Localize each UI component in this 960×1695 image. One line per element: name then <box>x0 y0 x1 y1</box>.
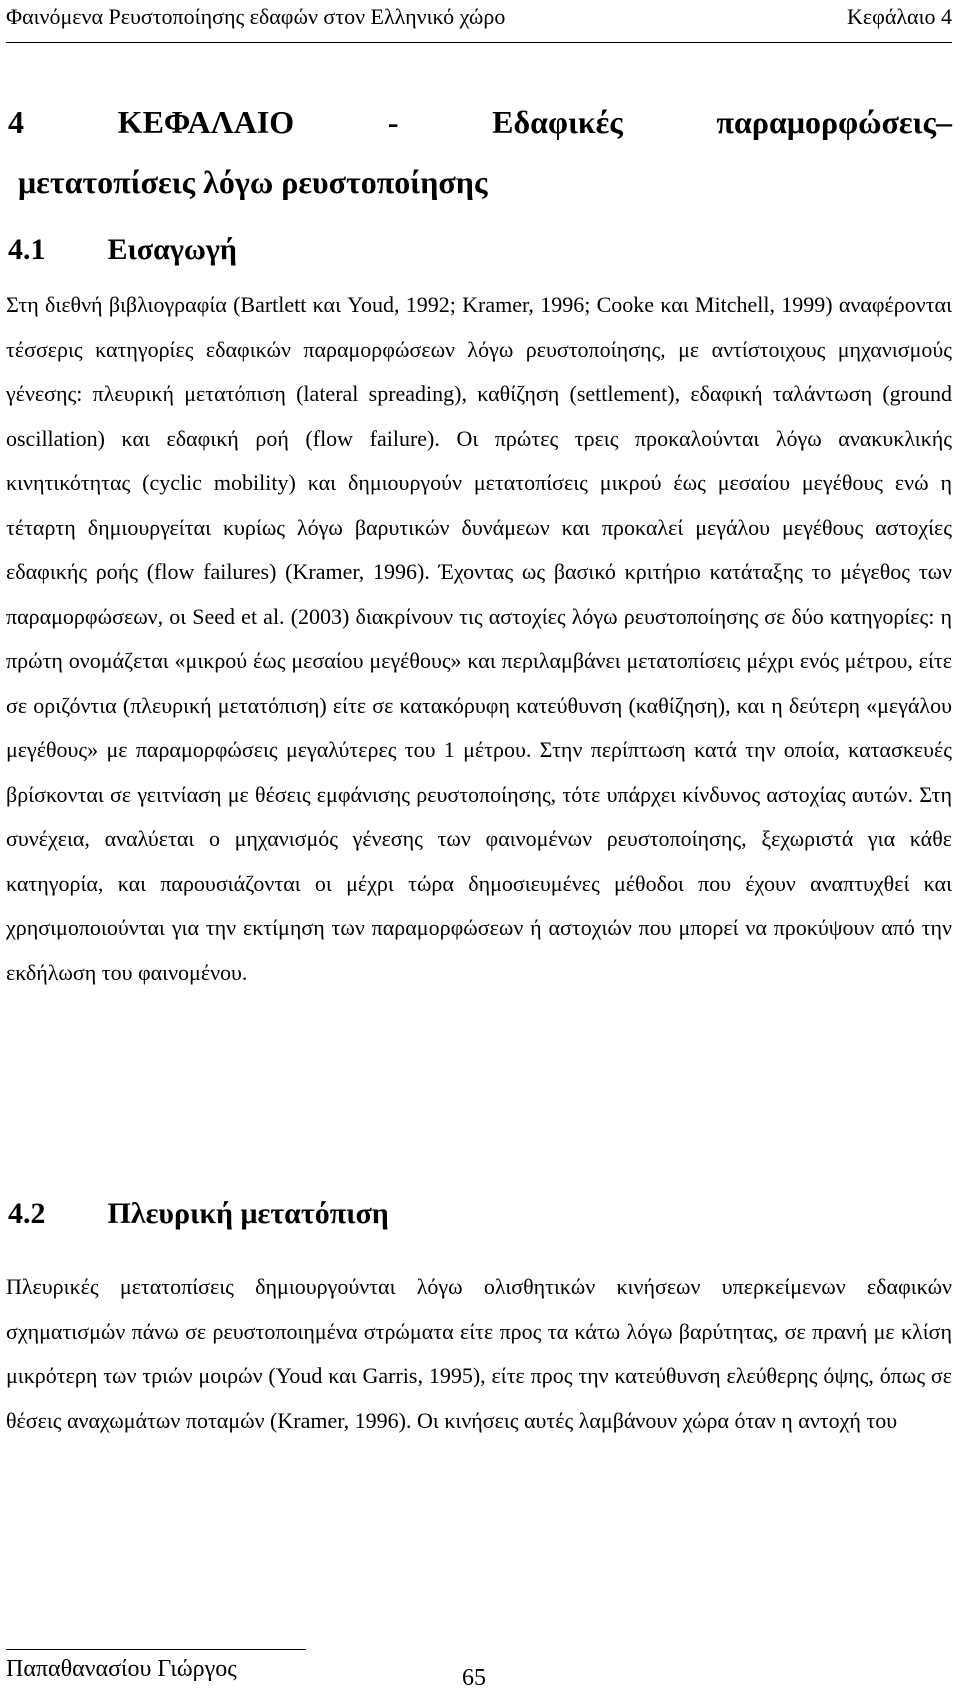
chapter-word: ΚΕΦΑΛΑΙΟ <box>117 104 295 140</box>
section-title: Πλευρική μετατόπιση <box>107 1197 389 1230</box>
running-header <box>6 2 952 43</box>
chapter-word: παραμορφώσεις– <box>716 104 952 140</box>
chapter-title <box>8 92 952 212</box>
body-paragraph: Πλευρικές μετατοπίσεις δημιουργούνται λόγω ολισθητικών κινήσεων υπερκείμενων εδαφικών σχηματισμών πάνω σε ρευστοποιημένα στρώματα είτε προς τα κάτω λόγω βαρύτητας, σε πρανή με κλίση μικρότερη των τριών μοιρών (Youd και Garris, 1995), είτε προς την κατεύθυνση ελεύθερης όψης, όπως σε θέσεις αναχωμάτων ποταμών (Kramer, 1996). Οι κινήσεις αυτές λαμβάνουν χώρα όταν η αντοχή του <box>6 1274 952 1433</box>
section-title: Εισαγωγή <box>107 233 237 266</box>
section-heading <box>8 230 237 270</box>
footer-divider <box>6 1649 306 1650</box>
footer-author: Παπαθανασίου Γιώργος <box>6 1656 237 1682</box>
section-heading <box>8 1194 389 1234</box>
chapter-dash: - <box>387 104 399 140</box>
section-number: 4.2 <box>8 1197 46 1230</box>
chapter-title-line2: μετατοπίσεις λόγω ρευστοποίησης <box>18 164 488 200</box>
header-title: Φαινόμενα Ρευστοποίησης εδαφών στον Ελληνικό χώρο <box>6 4 506 29</box>
chapter-word: Εδαφικές <box>492 104 623 140</box>
section-number: 4.1 <box>8 233 46 266</box>
body-paragraph: Στη διεθνή βιβλιογραφία (Bartlett και Youd, 1992; Kramer, 1996; Cooke και Mitchell, 1999) αναφέρονται τέσσερις κατηγορίες εδαφικών παραμορφώσεων λόγω ρευστοποίησης, με αντίστοιχους μηχανισμούς γένεσης: πλευρική μετατόπιση (lateral spreading), καθίζηση (settlement), εδαφική ταλάντωση (ground oscillation) και εδαφική ροή (flow failure). Οι πρώτες τρεις προκαλούνται λόγω ανακυκλικής κινητικότητας (cyclic mobility) και δημιουργούν μετατοπίσεις μικρού έως μεσαίου μεγέθους ενώ η τέταρτη δημιουργείται κυρίως λόγω βαρυτικών δυνάμεων και προκαλεί μεγάλου μεγέθους αστοχίες εδαφικής ροής (flow failures) (Kramer, 1996). Έχοντας ως βασικό κριτήριο κατάταξης το μέγεθος των παραμορφώσεων, οι Seed et al. (2003) διακρίνουν τις αστοχίες λόγω ρευστοποίησης σε δύο κατηγορίες: η πρώτη ονομάζεται «μικρού έως μεσαίου μεγέθους» και περιλαμβάνει μετατοπίσεις μέχρι ενός μέτρου, είτε σε οριζόντια (πλευρική μετατόπιση) είτε σε κατακόρυφη κατεύθυνση (καθίζηση), και η δεύτερη «μεγάλου μεγέθους» με παραμορφώσεις μεγαλύτερες του 1 μέτρου. Στην περίπτωση κατά την οποία, κατασκευές βρίσκονται σε γειτνίαση με θέσεις εμφάνισης ρευστοποίησης, τότε υπάρχει κίνδυνος αστοχίας αυτών. Στη συνέχεια, αναλύεται ο μηχανισμός γένεσης των φαινομένων ρευστοποίησης, ξεχωριστά για κάθε κατηγορία, και παρουσιάζονται οι μέχρι τώρα δημοσιευμένες μέθοδοι που έχουν αναπτυχθεί και χρησιμοποιούνται για την εκτίμηση των παραμορφώσεων ή αστοχιών που μπορεί να προκύψουν από την εκδήλωση του φαινομένου. <box>6 292 952 985</box>
chapter-number: 4 <box>8 104 24 140</box>
header-chapter: Κεφάλαιο 4 <box>847 4 952 29</box>
page-number: 65 <box>462 1665 486 1691</box>
